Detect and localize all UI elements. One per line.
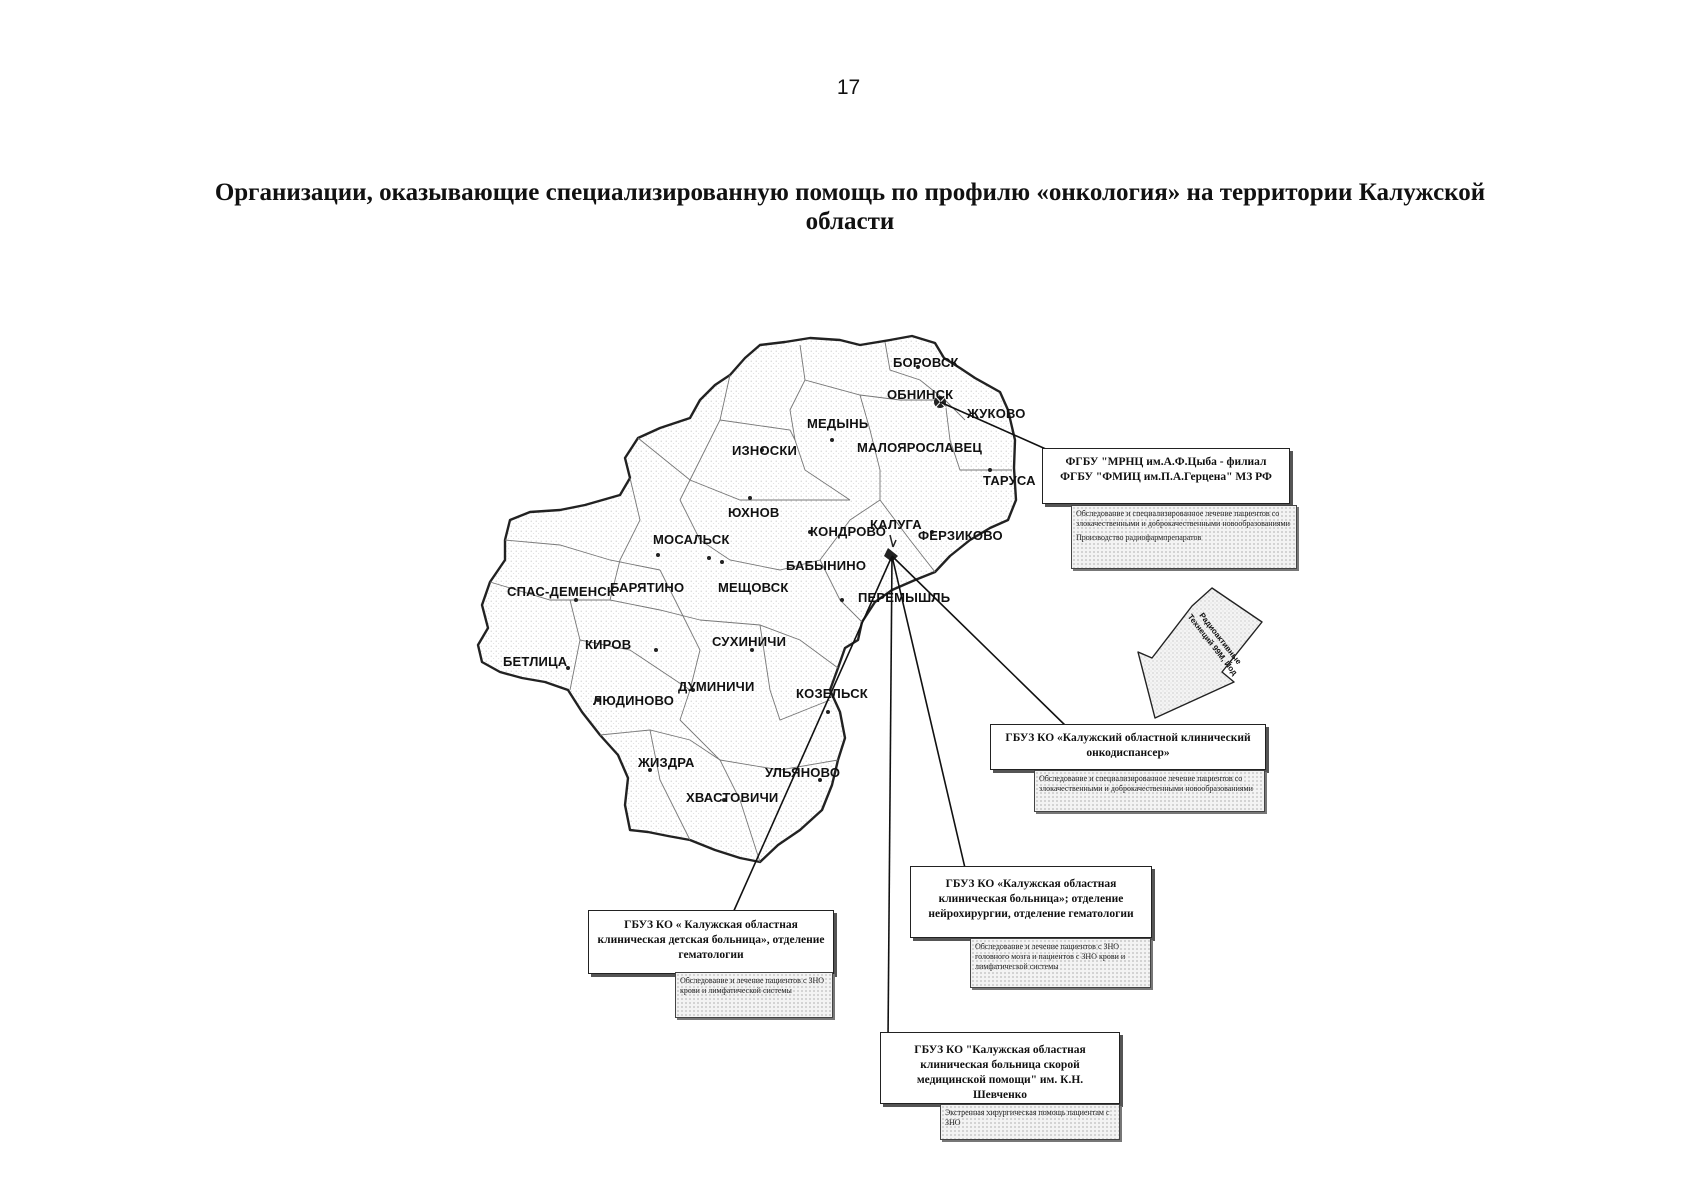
label-spas-demensk: СПАС-ДЕМЕНСК: [507, 584, 616, 599]
oncodispensary-note-text: Обследование и специализированное лечение пациентов со злокачественными и доброкачественными новообразованиями: [1039, 774, 1253, 793]
regional-hospital-note-text: Обследование и лечение пациентов с ЗНО головного мозга и пациентов с ЗНО крови и лимфатической системы: [975, 942, 1126, 971]
label-kondrovo: КОНДРОВО: [810, 524, 887, 539]
emergency-hospital-note: [940, 1104, 1120, 1140]
label-borovsk: БОРОВСК: [893, 355, 959, 370]
mrnc-note-1: Обследование и специализированное лечение пациентов со злокачественными и доброкачественными новообразованиями: [1076, 509, 1290, 528]
mrnc-note-2: Производство радиофармпрепаратов: [1076, 533, 1202, 542]
label-kozelsk: КОЗЕЛЬСК: [796, 686, 868, 701]
oncodispensary-note: [1034, 770, 1265, 812]
label-duminichi: ДУМИНИЧИ: [678, 679, 755, 694]
children-hospital-box: [588, 910, 834, 974]
label-mosalsk: МОСАЛЬСК: [653, 532, 730, 547]
label-ferzikovo: ФЕРЗИКОВО: [918, 528, 1003, 543]
label-kirov: КИРОВ: [585, 637, 632, 652]
children-hospital-name: ГБУЗ КО « Калужская областная клиническая детская больница», отделение гематологии: [597, 919, 825, 961]
regional-hospital-note: [970, 938, 1151, 988]
regional-hospital-name: ГБУЗ КО «Калужская областная клиническая больница»; отделение нейрохирургии, отделение гематологии: [928, 878, 1134, 920]
radiopharm-arrow-label: Радиоактивные Технеций 99М, Йод: [1185, 611, 1244, 678]
page-number: 17: [836, 76, 861, 99]
page-title: Организации, оказывающие специализированную помощь по профилю «онкология» на территории Калужской области: [214, 179, 1486, 235]
emergency-hospital-note-text: Экстренная хирургическая помощь пациентам с ЗНО: [945, 1108, 1110, 1127]
label-kaluga: КАЛУГА: [870, 517, 922, 532]
mrnc-box: [1042, 448, 1290, 504]
children-hospital-note-text: Обследование и лечение пациентов с ЗНО крови и лимфатической системы: [680, 976, 825, 995]
label-zhizdra: ЖИЗДРА: [638, 755, 695, 770]
mrnc-note: [1071, 505, 1297, 569]
label-khvastovichi: ХВАСТОВИЧИ: [686, 790, 779, 805]
emergency-hospital-box: [880, 1032, 1120, 1104]
regional-hospital-box: [910, 866, 1152, 938]
label-medyn: МЕДЫНЬ: [807, 416, 869, 431]
label-maloyaroslavets: МАЛОЯРОСЛАВЕЦ: [857, 440, 983, 455]
oncodispensary-name: ГБУЗ КО «Калужский областной клинический онкодиспансер»: [1005, 732, 1251, 759]
label-sukhinichi: СУХИНИЧИ: [712, 634, 787, 649]
label-ulyanovo: УЛЬЯНОВО: [765, 765, 841, 780]
oncodispensary-box: [990, 724, 1266, 770]
label-iznoski: ИЗНОСКИ: [732, 443, 798, 458]
label-peremyshl: ПЕРЕМЫШЛЬ: [858, 590, 951, 605]
label-zhukovo: ЖУКОВО: [967, 406, 1026, 421]
emergency-hospital-name: ГБУЗ КО "Калужская областная клиническая больница скорой медицинской помощи" им. К.Н. Шевченко: [914, 1044, 1086, 1101]
label-lyudinovo: ЛЮДИНОВО: [593, 693, 675, 708]
mrnc-name: ФГБУ "МРНЦ им.А.Ф.Цыба - филиал ФГБУ "ФМИЦ им.П.А.Герцена" МЗ РФ: [1060, 456, 1272, 483]
label-tarusa: ТАРУСА: [983, 473, 1036, 488]
label-meshchovsk: МЕЩОВСК: [718, 580, 789, 595]
children-hospital-note: [675, 972, 833, 1018]
label-obninsk: ОБНИНСК: [887, 387, 954, 402]
label-betlitsa: БЕТЛИЦА: [503, 654, 568, 669]
label-babynino: БАБЫНИНО: [786, 558, 867, 573]
label-baryatino: БАРЯТИНО: [610, 580, 685, 595]
label-yukhnov: ЮХНОВ: [728, 505, 780, 520]
